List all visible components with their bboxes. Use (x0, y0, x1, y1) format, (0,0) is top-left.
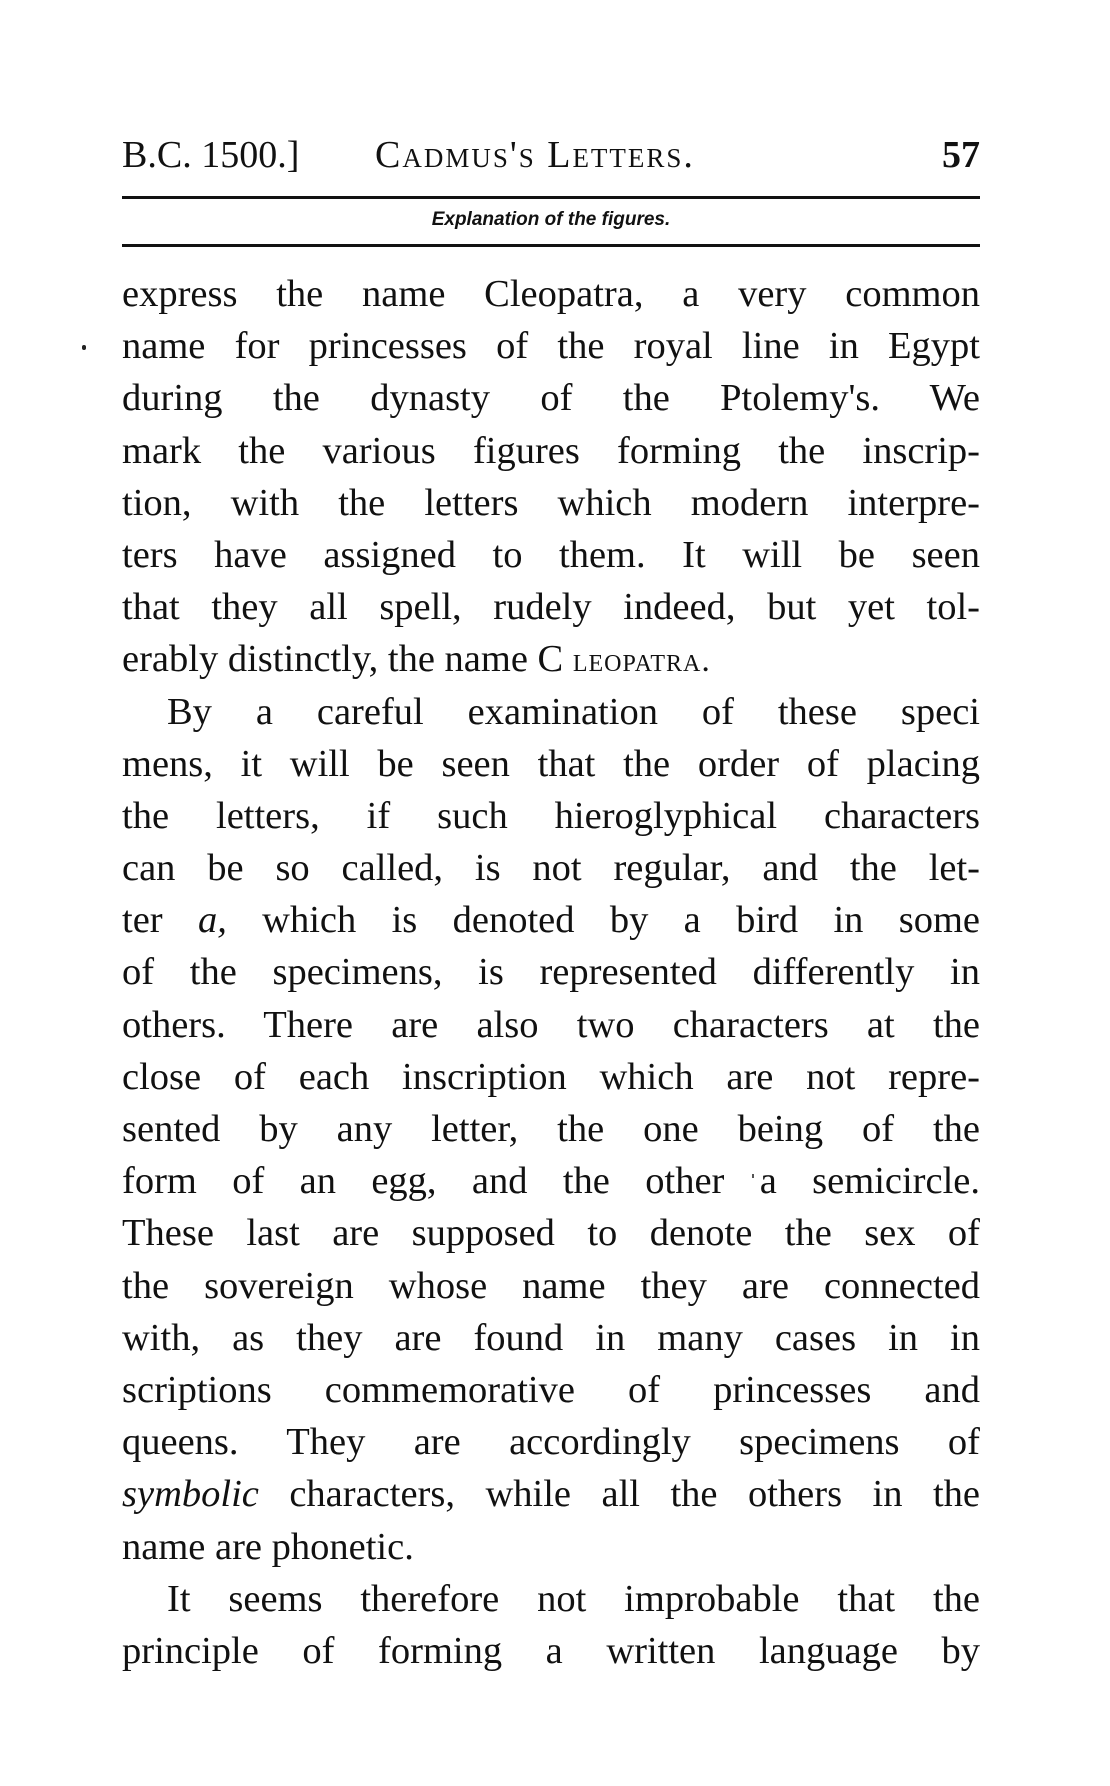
small-caps-name: leopatra. (572, 642, 711, 680)
text-line: name for princesses of the royal line in Egypt (122, 325, 980, 368)
text-line: that they all spell, rudely indeed, but yet tol- (122, 586, 980, 629)
text-line: ters have assigned to them. It will be seen (122, 533, 980, 576)
text-line: queens. They are accordingly specimens of (122, 1421, 980, 1464)
text-line: others. There are also two characters at the (122, 1003, 980, 1046)
header-rule-top (122, 196, 980, 199)
text-line (122, 633, 980, 685)
text-line: By a careful examination of these speci (167, 690, 980, 733)
text-segment: erably distinctly, the name C (122, 638, 564, 681)
text-line: close of each inscription which are not repre- (122, 1055, 980, 1098)
text-line: sented by any letter, the one being of the (122, 1108, 980, 1150)
text-line (122, 1468, 980, 1520)
text-line: mark the various figures forming the inscrip- (122, 429, 980, 472)
text-segment: ter (122, 899, 163, 942)
text-line: form of an egg, and the other a semicircle. (122, 1160, 980, 1203)
body-text (122, 268, 980, 1677)
text-segment: characters, while all the others in the (289, 1473, 980, 1516)
text-line: express the name Cleopatra, a very common (122, 273, 980, 315)
running-head (122, 130, 980, 180)
page-number: 57 (942, 134, 980, 176)
text-line: It seems therefore not improbable that the (167, 1577, 980, 1620)
text-line: during the dynasty of the Ptolemy's. We (122, 377, 980, 420)
running-head-title: Cadmus's Letters. (375, 134, 695, 176)
italic-word: symbolic (122, 1473, 259, 1516)
text-line (122, 894, 980, 946)
text-line: can be so called, is not regular, and the let- (122, 847, 980, 890)
italic-letter: a, (197, 899, 227, 942)
text-line: tion, with the letters which modern interpre- (122, 481, 980, 524)
text-line: scriptions commemorative of princesses and (122, 1368, 980, 1411)
header-rule-bottom (122, 244, 980, 247)
running-head-date: B.C. 1500.] (122, 134, 300, 176)
text-line: principle of forming a written language by (122, 1629, 980, 1672)
text-line: the letters, if such hieroglyphical characters (122, 794, 980, 837)
text-line: mens, it will be seen that the order of placing (122, 742, 980, 785)
text-line: with, as they are found in many cases in in (122, 1316, 980, 1359)
margin-mark (82, 345, 86, 350)
section-subheading: Explanation of the figures. (431, 209, 671, 230)
text-line: the sovereign whose name they are connected (122, 1264, 980, 1307)
text-segment: which is denoted by a bird in some (226, 899, 980, 942)
text-line: of the specimens, is represented differently in (122, 951, 980, 994)
text-line: These last are supposed to denote the sex of (122, 1212, 980, 1255)
text-line: name are phonetic. (122, 1525, 414, 1568)
